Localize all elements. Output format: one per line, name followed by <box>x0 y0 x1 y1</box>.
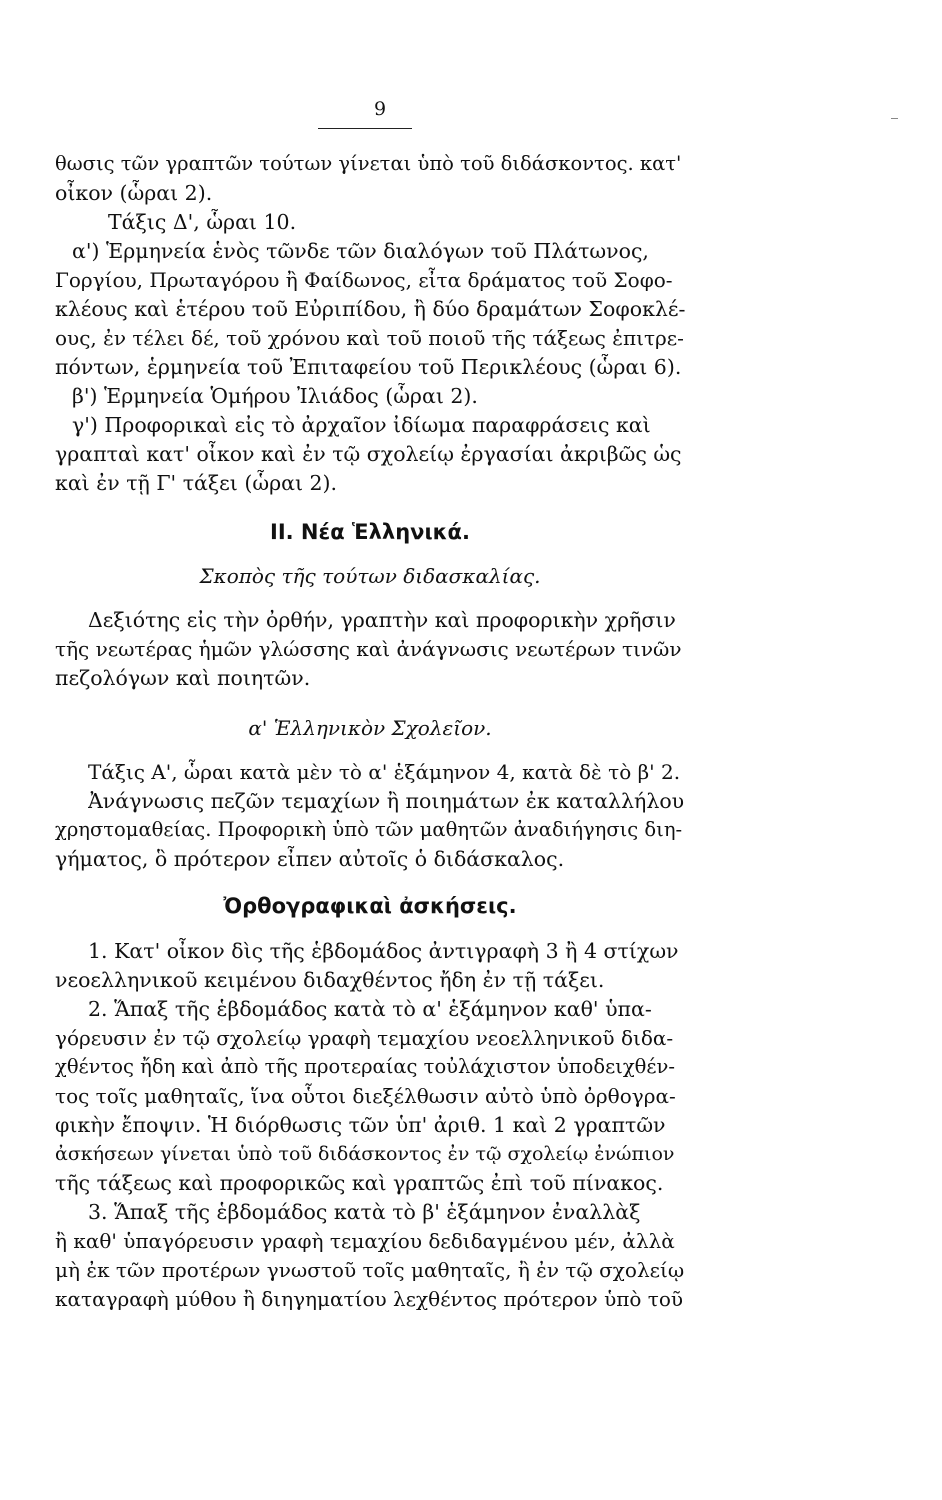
text-line: καὶ ἐν τῇ Γ' τάξει (ὧραι 2). <box>55 471 338 495</box>
school-heading: α' Ἑλληνικὸν Σχολεῖον. <box>248 716 492 740</box>
text-line: α') Ἑρμηνεία ἑνὸς τῶνδε τῶν διαλόγων τοῦ Πλάτωνος, <box>72 239 649 263</box>
text-line: Δεξιότης εἰς τὴν ὀρθήν, γραπτὴν καὶ προφορικὴν χρῆσιν <box>88 608 676 632</box>
text-line: νεοελληνικοῦ κειμένου διδαχθέντος ἤδη ἐν τῇ τάξει. <box>55 968 605 992</box>
text-line: χθέντος ἤδη καὶ ἀπὸ τῆς προτεραίας τοὐλάχιστον ὑποδειχθέν- <box>55 1055 675 1078</box>
text-line: μὴ ἐκ τῶν προτέρων γνωστοῦ τοῖς μαθηταῖς, ἢ ἐν τῷ σχολείῳ <box>55 1258 685 1282</box>
text-line: τῆς νεωτέρας ἡμῶν γλώσσης καὶ ἀνάγνωσις νεωτέρων τινῶν <box>55 637 682 661</box>
text-line: οἶκον (ὧραι 2). <box>55 181 213 205</box>
text-line: θωσις τῶν γραπτῶν τούτων γίνεται ὑπὸ τοῦ διδάσκοντος. κατ' <box>55 152 682 175</box>
section-title: ΙΙ. Νέα Ἑλληνικά. <box>270 520 470 544</box>
class-d-line: Τάξις Δ', ὧραι 10. <box>108 210 297 234</box>
margin-mark <box>891 118 898 119</box>
text-line: ους, ἐν τέλει δέ, τοῦ χρόνου καὶ τοῦ ποιοῦ τῆς τάξεως ἐπιτρε- <box>55 326 684 350</box>
text-line: τῆς τάξεως καὶ προφορικῶς καὶ γραπτῶς ἐπὶ τοῦ πίνακος. <box>55 1171 664 1195</box>
text-line: φικὴν ἔποψιν. Ἡ διόρθωσις τῶν ὑπ' ἀριθ. 1 καὶ 2 γραπτῶν <box>55 1113 666 1137</box>
text-line: γραπταὶ κατ' οἶκον καὶ ἐν τῷ σχολείῳ ἐργασίαι ἀκριβῶς ὡς <box>55 442 682 466</box>
text-line: γ') Προφορικαὶ εἰς τὸ ἀρχαῖον ἰδίωμα παραφράσεις καὶ <box>72 413 651 437</box>
section-subtitle: Σκοπὸς τῆς τούτων διδασκαλίας. <box>199 564 541 588</box>
text-line: Τάξις Α', ὧραι κατὰ μὲν τὸ α' ἑξάμηνον 4, κατὰ δὲ τὸ β' 2. <box>88 760 681 784</box>
text-line: κλέους καὶ ἑτέρου τοῦ Εὐριπίδου, ἢ δύο δραμάτων Σοφοκλέ- <box>55 297 685 321</box>
text-line: Ἀνάγνωσις πεζῶν τεμαχίων ἢ ποιημάτων ἐκ καταλλήλου <box>88 789 685 813</box>
text-line: πεζολόγων καὶ ποιητῶν. <box>55 666 311 690</box>
text-line: 3. Ἅπαξ τῆς ἑβδομάδος κατὰ τὸ β' ἑξάμηνον ἐναλλὰξ <box>88 1200 641 1224</box>
text-line: γήματος, ὃ πρότερον εἶπεν αὐτοῖς ὁ διδάσκαλος. <box>55 847 565 871</box>
text-line: χρηστομαθείας. Προφορικὴ ὑπὸ τῶν μαθητῶν ἀναδιήγησις διη- <box>55 818 683 841</box>
text-line: ἢ καθ' ὑπαγόρευσιν γραφὴ τεμαχίου δεδιδαγμένου μέν, ἀλλὰ <box>55 1229 675 1253</box>
text-line: 2. Ἅπαξ τῆς ἑβδομάδος κατὰ τὸ α' ἑξάμηνον καθ' ὑπα- <box>88 997 652 1021</box>
text-line: τος τοῖς μαθηταῖς, ἵνα οὗτοι διεξέλθωσιν αὐτὸ ὑπὸ ὀρθογρα- <box>55 1084 676 1108</box>
header-rule <box>318 128 412 129</box>
text-line: πόντων, ἑρμηνεία τοῦ Ἐπιταφείου τοῦ Περικλέους (ὧραι 6). <box>55 355 682 379</box>
text-line: ἀσκήσεων γίνεται ὑπὸ τοῦ διδάσκοντος ἐν τῷ σχολείῳ ἐνώπιον <box>55 1143 675 1165</box>
page-number: 9 <box>373 98 387 120</box>
text-line: Γοργίου, Πρωταγόρου ἢ Φαίδωνος, εἶτα δράματος τοῦ Σοφο- <box>55 268 673 292</box>
text-line: καταγραφὴ μύθου ἢ διηγηματίου λεχθέντος πρότερον ὑπὸ τοῦ <box>55 1287 684 1311</box>
text-line: γόρευσιν ἐν τῷ σχολείῳ γραφὴ τεμαχίου νεοελληνικοῦ διδα- <box>55 1026 674 1050</box>
text-line: 1. Κατ' οἶκον δὶς τῆς ἑβδομάδος ἀντιγραφὴ 3 ἢ 4 στίχων <box>88 939 679 963</box>
text-line: β') Ἑρμηνεία Ὁμήρου Ἰλιάδος (ὧραι 2). <box>72 384 478 408</box>
orthography-heading: Ὀρθογραφικαὶ ἀσκήσεις. <box>223 894 517 918</box>
